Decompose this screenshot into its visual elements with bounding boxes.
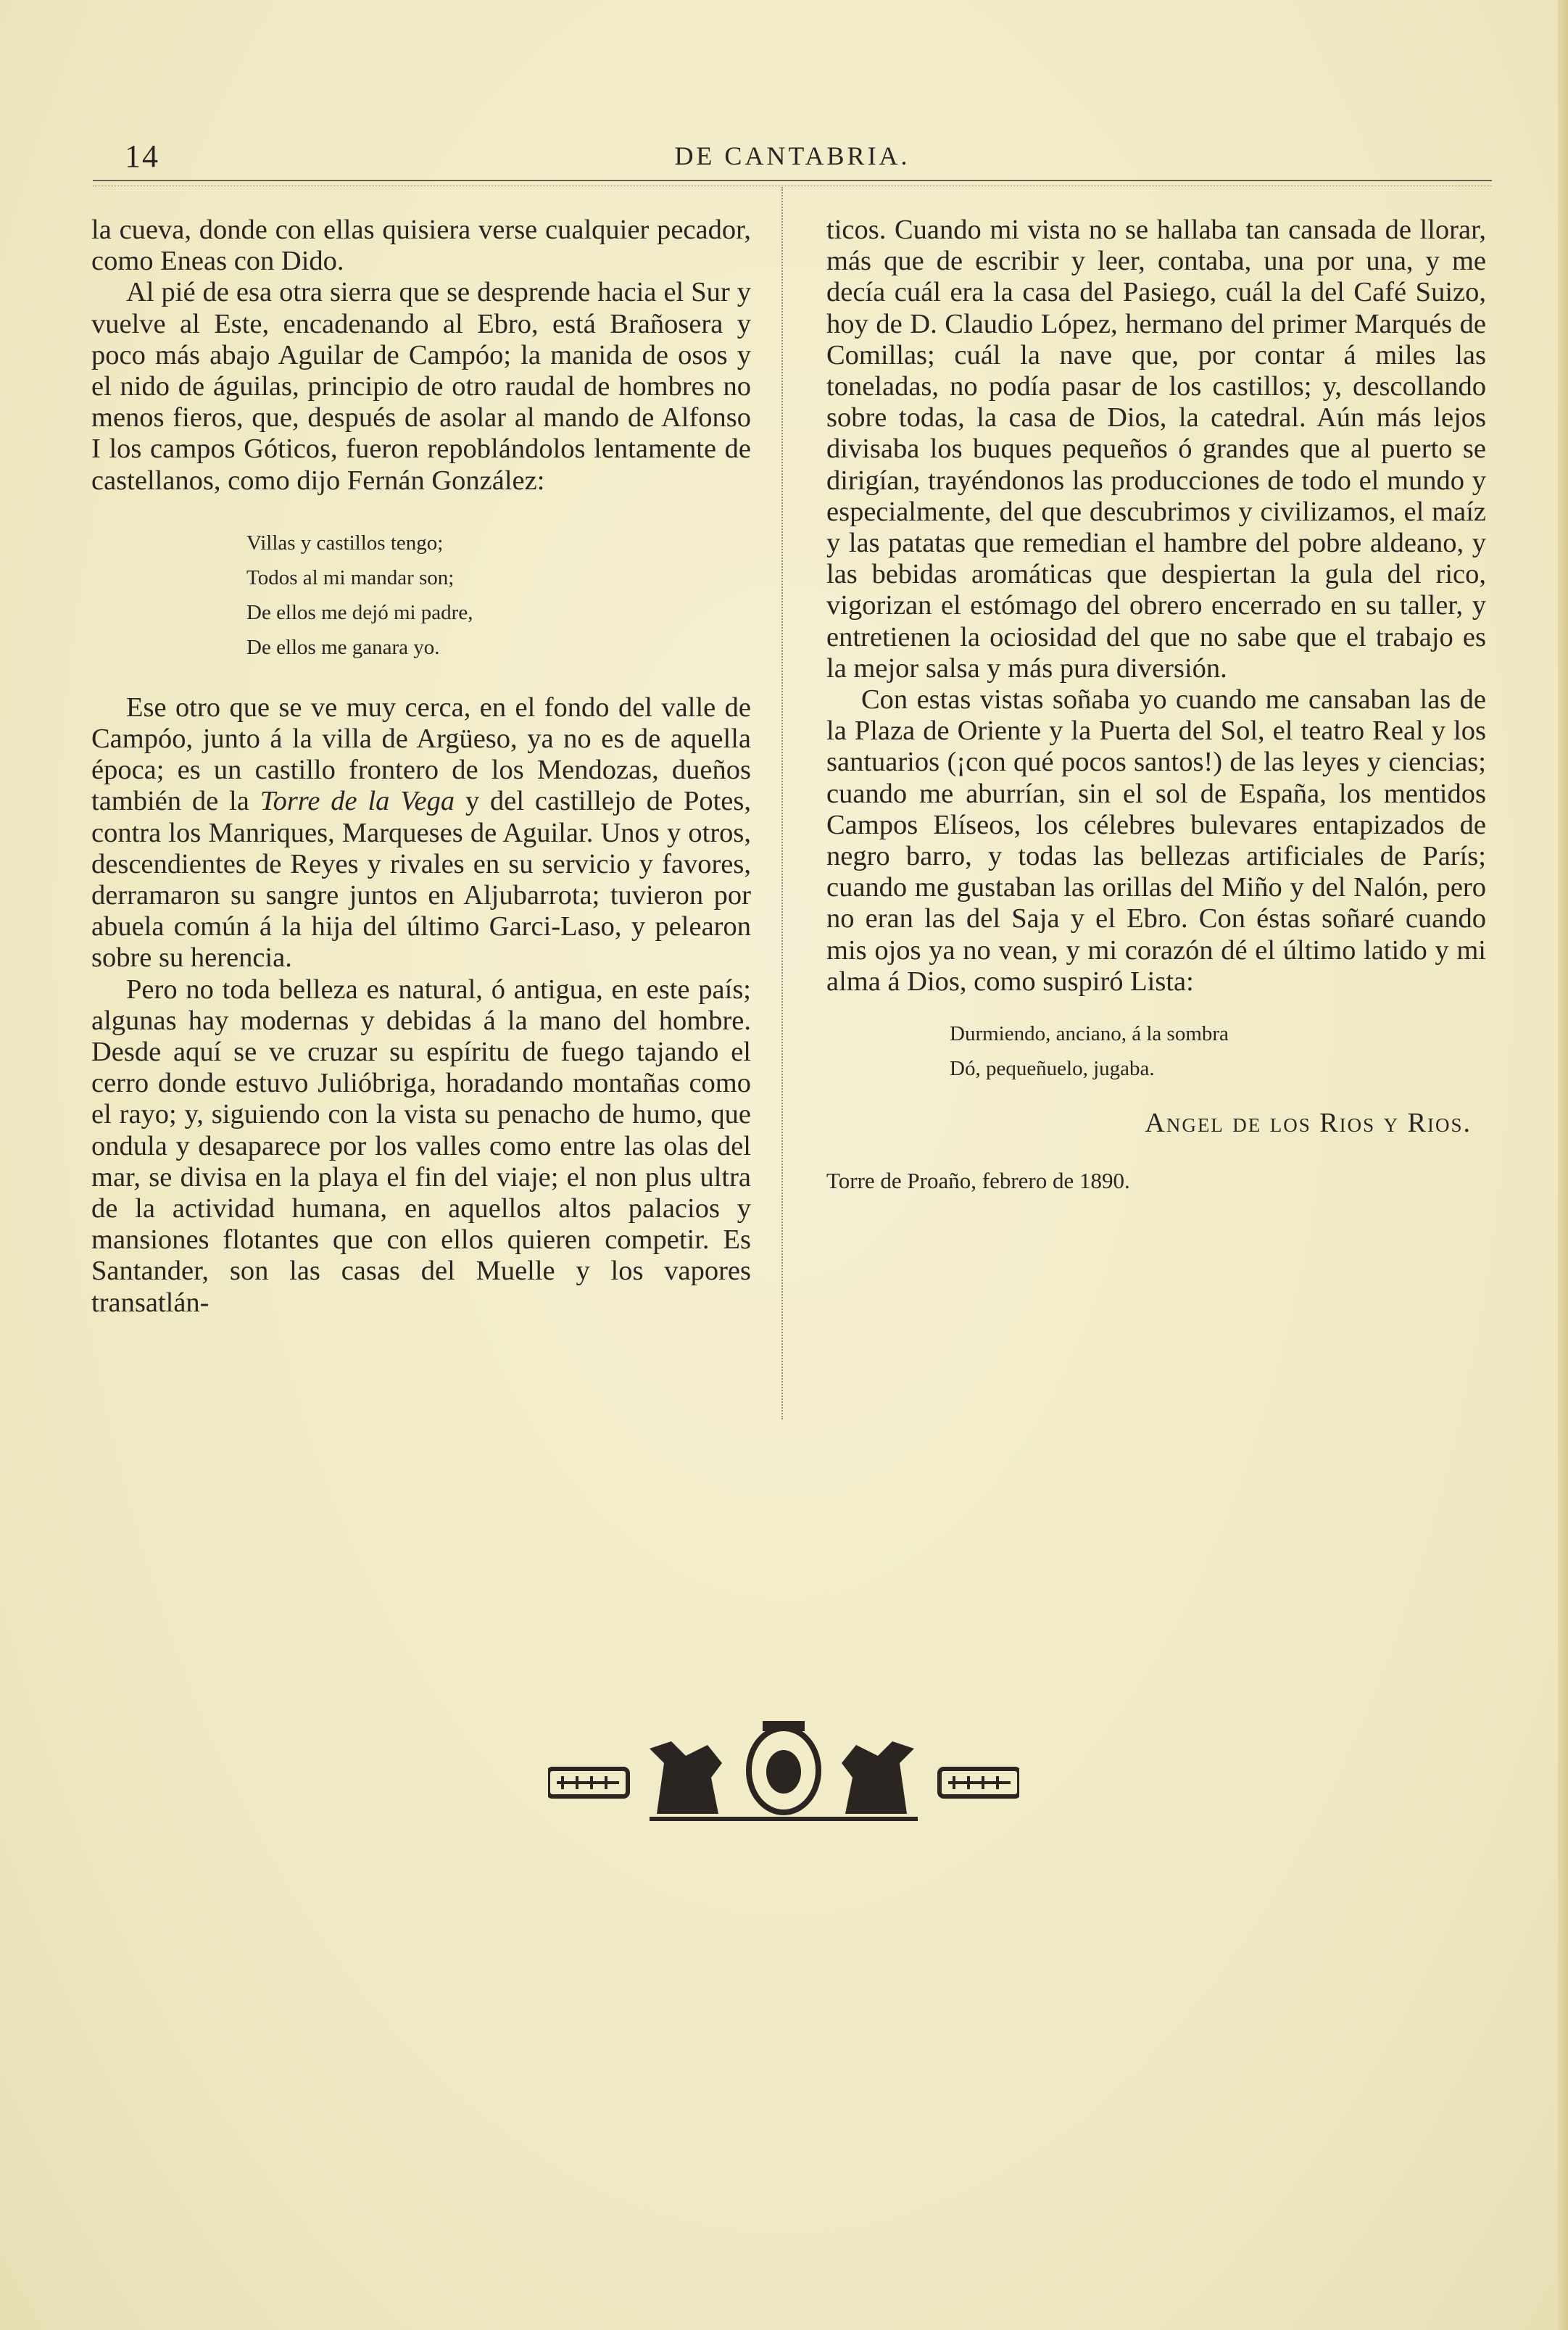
verse-line: Durmiendo, anciano, á la sombra (950, 1022, 1229, 1046)
paragraph (91, 692, 751, 974)
text-run: y del castillejo de Potes, contra los Manriques, Marqueses de Aguilar. Unos y otros, descendientes de Reyes y rivales en su servicio y favores, derramaron su sangre juntos en Aljubarrota; tuvieron por abuela común á la hija del último Garci-Laso, y pelearon sobre su herencia. (91, 786, 751, 974)
text-run: Ese otro que se ve muy cerca, en el fondo del valle de Campóo, junto á la villa de Argüeso, ya no es de aquella época; es un castillo frontero de los Mendozas, dueños también de la (91, 692, 751, 817)
right-column (826, 215, 1486, 1196)
verse-line: De ellos me dejó mi padre, (246, 600, 473, 624)
verse-quote (826, 1016, 1486, 1086)
verse-line: Todos al mi mandar son; (246, 565, 455, 589)
verse-line: Dó, pequeñuelo, jugaba. (950, 1057, 1155, 1081)
paragraph: la cueva, donde con ellas quisiera verse cualquier pecador, como Eneas con Dido. (91, 215, 751, 277)
paragraph: Pero no toda belleza es natural, ó antigua, en este país; algunas hay modernas y debidas á la mano del hombre. Desde aquí se ve cruzar su espíritu de fuego tajando el cerro donde estuvo Julióbriga, horadando montañas como el rayo; y, siguiendo con la vista su penacho de humo, que ondula y desaparece por los valles como entre las olas del mar, se divisa en la playa el fin del viaje; el non plus ultra de la actividad humana, en aquellos altos palacios y mansiones flotantes que con ellos quieren competir. Es Santander, son las casas del Muelle y los vapores transatlán- (91, 974, 751, 1318)
page-header (93, 138, 1492, 174)
paragraph: Al pié de esa otra sierra que se desprende hacia el Sur y vuelve al Este, encadenando al Ebro, está Brañosera y poco más abajo Aguilar de Campóo; la manida de osos y el nido de águilas, principio de otro raudal de hombres no menos fieros, que, después de asolar al mando de Alfonso I los campos Góticos, fueron repoblándolos lentamente de castellanos, como dijo Fernán González: (91, 277, 751, 496)
paragraph: ticos. Cuando mi vista no se hallaba tan cansada de llorar, más que de escribir y leer, contaba, una por una, y me decía cuál era la casa del Pasiego, cuál la del Café Suizo, hoy de D. Claudio López, hermano del primer Marqués de Comillas; cuál la nave que, por contar á miles las toneladas, no podía pasar de los castillos; y, descollando sobre todas, la casa de Dios, la catedral. Aún más lejos divisaba los buques pequeños ó grandes que al puerto se dirigían, trayéndonos las producciones de todo el mundo y especialmente, del que descubrimos y civilizamos, el maíz y las patatas que remedian el hambre del pobre aldeano, y las bebidas aromáticas que despiertan la gula del rico, vigorizan el estómago del obrero encerrado en su taller, y entretienen la ociosidad del que no sabe que el trabajo es la mejor salsa y más pura diversión. (826, 215, 1486, 684)
left-column (91, 215, 751, 1319)
dateline: Torre de Proaño, febrero de 1890. (826, 1168, 1130, 1194)
page-edge (1558, 0, 1568, 2330)
header-rule (93, 180, 1492, 186)
column-divider (781, 187, 783, 1419)
running-title: DE CANTABRIA. (674, 141, 910, 170)
verse-line: Villas y castillos tengo; (246, 531, 444, 555)
paragraph: Con estas vistas soñaba yo cuando me cansaban las de la Plaza de Oriente y la Puerta del Sol, el teatro Real y los santuarios (¡con qué pocos santos!) de las leyes y ciencias; cuando me aburrían, sin el sol de España, los mentidos Campos Elíseos, los célebres bulevares entapizados de negro barro, y todas las bellezas artificiales de París; cuando me gustaban las orillas del Miño y del Nalón, pero no eran las del Saja y el Ebro. Con éstas soñaré cuando mis ojos ya no vean, y mi corazón dé el último latido y mi alma á Dios, como suspiró Lista: (826, 684, 1486, 997)
page-number: 14 (125, 138, 159, 174)
italic-title: Torre de la Vega (260, 786, 455, 817)
author-signature: Angel de los Rios y Rios. (1145, 1108, 1472, 1139)
verse-quote (91, 526, 751, 665)
verse-line: De ellos me ganara yo. (246, 635, 440, 659)
decorative-ornament-icon (548, 1720, 1019, 1828)
